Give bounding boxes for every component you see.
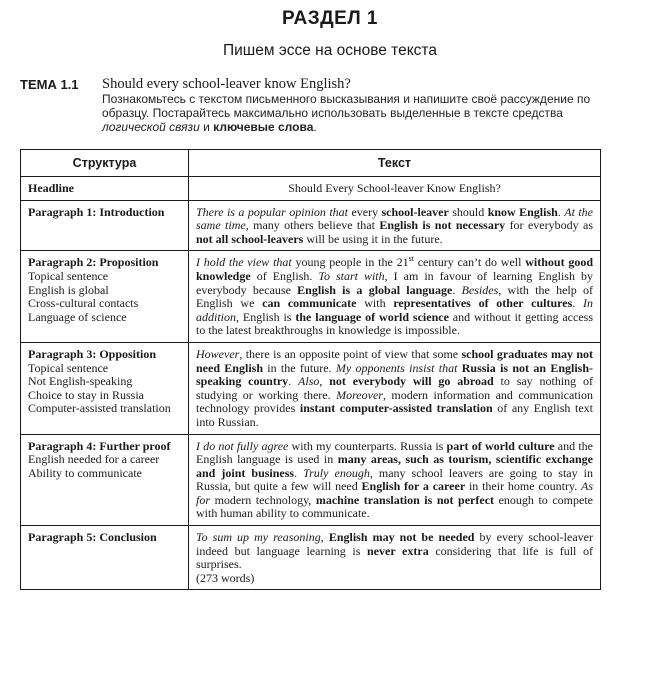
instructions-italic-term: логической связи — [102, 120, 200, 134]
keyword-phrase: never extra — [367, 543, 429, 558]
text-segment: should — [448, 204, 488, 219]
structure-heading: Paragraph 5: Conclusion — [28, 530, 157, 545]
structure-heading: Paragraph 4: Further proof — [28, 438, 171, 453]
paragraph-text-cell — [189, 526, 601, 590]
structure-cell — [21, 342, 189, 434]
text-segment: modern technology, — [210, 492, 316, 507]
keyword-phrase: many areas, such as tourism, scientific exchange and joint business — [196, 452, 593, 480]
keyword-phrase: know English — [487, 204, 558, 219]
keyword-phrase: English is a global language — [297, 282, 453, 297]
table-row — [21, 251, 601, 343]
topic-instructions — [102, 92, 602, 134]
table-row — [21, 526, 601, 590]
text-segment: , with the help of English we — [196, 282, 593, 311]
keyword-phrase: can communicate — [262, 296, 357, 311]
table-body — [21, 177, 601, 590]
section-title: РАЗДЕЛ 1 — [281, 8, 378, 29]
keyword-phrase: instant computer-assisted translation — [299, 401, 493, 416]
text-segment: . — [557, 204, 565, 219]
section-subtitle: Пишем эссе на основе текста — [223, 42, 437, 59]
structure-point: English needed for a career — [28, 452, 160, 467]
text-segment: to say nothing of studying or working there. — [196, 374, 594, 402]
structure-cell — [21, 526, 189, 590]
keyword-phrase: school graduates may not need English — [196, 346, 593, 375]
paragraph-text-cell — [189, 200, 601, 251]
paragraph-text-cell — [189, 251, 601, 343]
structure-point: Computer-assisted translation — [28, 401, 171, 416]
text-segment: will be using it in the future. — [303, 231, 443, 246]
structure-point: Not English-speaking — [28, 374, 133, 389]
keyword-phrase: English is not necessary — [379, 218, 506, 233]
linking-phrase: However — [196, 346, 240, 361]
text-segment: , I am in favour of learning English by everybody because — [196, 268, 593, 297]
linking-phrase: To start with — [318, 268, 385, 283]
text-segment: and the English language is used in — [196, 438, 593, 467]
text-segment: . — [288, 374, 299, 389]
text-segment: considering that life is full of surprises. — [196, 543, 593, 572]
text-segment: in the future. — [263, 360, 336, 375]
structure-cell — [21, 434, 189, 526]
topic-label: ТЕМА 1.1 — [20, 77, 79, 92]
text-segment: , there is an opposite point of view that some — [239, 346, 462, 361]
text-segment: of English. — [250, 268, 319, 283]
column-header-text: Текст — [189, 150, 601, 177]
linking-phrase: My opponents insist that — [335, 360, 458, 375]
structure-point: Topical sentence — [28, 360, 109, 375]
structure-point: Topical sentence — [28, 268, 109, 283]
keyword-phrase: representatives of other cultures — [393, 296, 573, 311]
linking-phrase: Truly enough — [303, 465, 370, 480]
table-row — [21, 177, 601, 201]
structure-point: English is global — [28, 282, 109, 297]
text-segment: , English is — [236, 309, 296, 324]
text-segment: enough to compete with human ability to communicate. — [196, 492, 593, 521]
text-segment: young people in the 21 — [291, 255, 409, 270]
instructions-text: . — [313, 120, 317, 134]
structure-cell — [21, 177, 189, 201]
text-segment: for everybody as — [505, 218, 593, 233]
word-count: (273 words) — [196, 570, 255, 585]
keyword-phrase: part of world culture — [446, 438, 555, 453]
structure-heading: Paragraph 2: Proposition — [28, 255, 159, 270]
structure-point: Language of science — [28, 309, 127, 324]
ordinal-suffix: st — [408, 254, 414, 264]
text-segment: , many school leavers are going to stay in Russia, but quite a few will need — [196, 465, 593, 494]
structure-cell — [21, 200, 189, 251]
column-header-structure: Структура — [21, 150, 189, 177]
paragraph-text-cell — [189, 434, 601, 526]
linking-phrase: Besides — [461, 282, 499, 297]
keyword-phrase: the language of world science — [295, 309, 449, 324]
keyword-phrase: machine translation is not perfect — [315, 492, 495, 507]
text-segment: , many others believe that — [245, 218, 380, 233]
text-segment: with — [356, 296, 394, 311]
text-segment: with my counterparts. Russia is — [288, 438, 447, 453]
topic-title: Should every school-leaver know English? — [102, 76, 351, 92]
keyword-phrase: not all school-leavers — [196, 231, 304, 246]
text-segment: , — [320, 530, 329, 545]
instructions-text: и — [199, 120, 214, 134]
keyword-phrase: Russia is not an English-speaking country — [196, 360, 594, 389]
instructions-bold-term: ключевые слова — [213, 120, 314, 134]
text-segment: . — [452, 282, 462, 297]
linking-phrase: There is a popular opinion that — [196, 204, 349, 219]
text-segment: by every school-leaver indeed but language learning is — [196, 530, 593, 558]
keyword-phrase: school-leaver — [381, 204, 449, 219]
structure-cell — [21, 251, 189, 343]
text-segment: of any English text into Russian. — [196, 401, 594, 429]
text-segment: , — [319, 374, 330, 389]
text-segment: every — [348, 204, 382, 219]
text-segment: century can’t do well — [413, 255, 526, 270]
structure-point: Cross-cultural contacts — [28, 296, 139, 311]
linking-phrase: At the same time — [196, 204, 594, 233]
table-header-row — [21, 150, 601, 177]
table-row — [21, 200, 601, 251]
text-segment: . — [572, 296, 583, 311]
table-row — [21, 342, 601, 434]
linking-phrase: To sum up my reasoning — [196, 530, 321, 545]
text-segment: Should Every School-leaver Know English? — [288, 181, 501, 195]
structure-heading: Paragraph 1: Introduction — [28, 204, 165, 219]
text-segment: , modern information and communication technology provides — [196, 387, 593, 416]
keyword-phrase: English for a career — [361, 479, 466, 494]
structure-heading: Paragraph 3: Opposition — [28, 346, 157, 361]
text-segment: and without it getting access to the latest breakthroughs in knowledge is impossible. — [196, 309, 593, 338]
keyword-phrase: not everybody will go abroad — [329, 374, 494, 389]
linking-phrase: In addition — [196, 296, 593, 324]
essay-structure-table — [20, 149, 601, 590]
text-segment: . — [294, 465, 304, 480]
instructions-text: Познакомьтесь с текстом письменного высказывания и напишите своё рассуждение по образцу. Постарайтесь максимально использовать выделенные в тексте средства — [102, 92, 591, 120]
headline-cell — [189, 177, 601, 201]
linking-phrase: I do not fully agree — [196, 438, 289, 453]
paragraph-text-cell — [189, 342, 601, 434]
structure-point: Ability to communicate — [28, 465, 142, 480]
linking-phrase: As for — [196, 479, 593, 507]
linking-phrase: Also — [298, 374, 320, 389]
keyword-phrase: English may not be needed — [328, 530, 475, 545]
text-segment: in their home country. — [465, 479, 581, 494]
keyword-phrase: without good knowledge — [196, 255, 594, 283]
linking-phrase: Moreover — [336, 387, 383, 402]
linking-phrase: I hold the view that — [196, 255, 292, 270]
structure-heading: Headline — [28, 181, 75, 195]
structure-point: Choice to stay in Russia — [28, 387, 144, 402]
table-row — [21, 434, 601, 526]
